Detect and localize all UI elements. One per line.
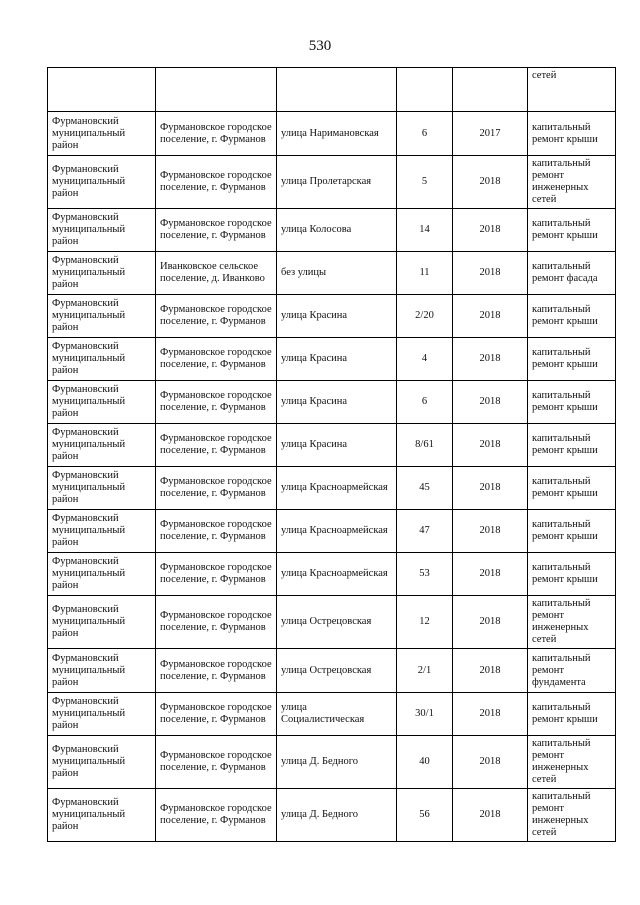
settlement-cell: Фурмановское городское поселение, г. Фурманов [156, 381, 277, 424]
street-cell: улица Красноармейская [277, 510, 397, 553]
year-cell: 2018 [453, 295, 528, 338]
year-cell: 2017 [453, 112, 528, 156]
table-row [48, 209, 616, 252]
year-cell: 2018 [453, 156, 528, 209]
house-cell [397, 68, 453, 112]
settlement-cell: Фурмановское городское поселение, г. Фурманов [156, 209, 277, 252]
street-cell: улица Острецовская [277, 596, 397, 649]
year-cell: 2018 [453, 338, 528, 381]
house-cell: 4 [397, 338, 453, 381]
table-row [48, 596, 616, 649]
district-cell: Фурмановский муниципальный район [48, 510, 156, 553]
work-type-cell: капитальный ремонт крыши [528, 510, 616, 553]
district-cell: Фурмановский муниципальный район [48, 736, 156, 789]
table-row [48, 381, 616, 424]
settlement-cell [156, 68, 277, 112]
district-cell: Фурмановский муниципальный район [48, 295, 156, 338]
work-type-cell: капитальный ремонт крыши [528, 424, 616, 467]
table-row [48, 467, 616, 510]
settlement-cell: Фурмановское городское поселение, г. Фурманов [156, 510, 277, 553]
table-row [48, 424, 616, 467]
house-cell: 11 [397, 252, 453, 295]
page-number: 530 [308, 38, 332, 54]
work-type-cell: капитальный ремонт крыши [528, 338, 616, 381]
year-cell: 2018 [453, 789, 528, 842]
work-type-cell: капитальный ремонт инженерных сетей [528, 596, 616, 649]
settlement-cell: Фурмановское городское поселение, г. Фурманов [156, 553, 277, 596]
year-cell: 2018 [453, 209, 528, 252]
street-cell: улица Красина [277, 338, 397, 381]
settlement-cell: Фурмановское городское поселение, г. Фурманов [156, 156, 277, 209]
year-cell: 2018 [453, 649, 528, 693]
house-cell: 56 [397, 789, 453, 842]
year-cell: 2018 [453, 736, 528, 789]
house-cell: 40 [397, 736, 453, 789]
house-cell: 47 [397, 510, 453, 553]
district-cell: Фурмановский муниципальный район [48, 553, 156, 596]
settlement-cell: Фурмановское городское поселение, г. Фурманов [156, 467, 277, 510]
year-cell: 2018 [453, 510, 528, 553]
table-row [48, 338, 616, 381]
settlement-cell: Фурмановское городское поселение, г. Фурманов [156, 693, 277, 736]
work-type-cell: капитальный ремонт крыши [528, 693, 616, 736]
year-cell: 2018 [453, 252, 528, 295]
settlement-cell: Фурмановское городское поселение, г. Фурманов [156, 789, 277, 842]
district-cell: Фурмановский муниципальный район [48, 112, 156, 156]
settlement-cell: Фурмановское городское поселение, г. Фурманов [156, 338, 277, 381]
district-cell: Фурмановский муниципальный район [48, 596, 156, 649]
house-cell: 6 [397, 112, 453, 156]
district-cell: Фурмановский муниципальный район [48, 209, 156, 252]
table-row [48, 789, 616, 842]
district-cell: Фурмановский муниципальный район [48, 467, 156, 510]
work-type-cell: капитальный ремонт крыши [528, 467, 616, 510]
district-cell: Фурмановский муниципальный район [48, 156, 156, 209]
house-cell: 5 [397, 156, 453, 209]
street-cell: улица Острецовская [277, 649, 397, 693]
work-type-cell: капитальный ремонт крыши [528, 295, 616, 338]
district-cell: Фурмановский муниципальный район [48, 693, 156, 736]
house-cell: 2/20 [397, 295, 453, 338]
year-cell: 2018 [453, 467, 528, 510]
street-cell: улица Красина [277, 424, 397, 467]
settlement-cell: Фурмановское городское поселение, г. Фурманов [156, 112, 277, 156]
settlement-cell: Фурмановское городское поселение, г. Фурманов [156, 649, 277, 693]
street-cell: без улицы [277, 252, 397, 295]
work-type-cell: капитальный ремонт крыши [528, 112, 616, 156]
table-row [48, 252, 616, 295]
work-type-cell: капитальный ремонт крыши [528, 553, 616, 596]
table-row [48, 693, 616, 736]
street-cell: улица Д. Бедного [277, 789, 397, 842]
house-cell: 6 [397, 381, 453, 424]
work-type-cell: капитальный ремонт инженерных сетей [528, 156, 616, 209]
street-cell: улица Красноармейская [277, 553, 397, 596]
work-type-cell: капитальный ремонт крыши [528, 209, 616, 252]
district-cell [48, 68, 156, 112]
settlement-cell: Фурмановское городское поселение, г. Фурманов [156, 596, 277, 649]
table-row-continuation [48, 68, 616, 112]
table-row [48, 736, 616, 789]
work-type-cell: сетей [528, 68, 616, 112]
work-type-cell: капитальный ремонт фасада [528, 252, 616, 295]
district-cell: Фурмановский муниципальный район [48, 649, 156, 693]
house-cell: 30/1 [397, 693, 453, 736]
table-row [48, 553, 616, 596]
street-cell: улица Красина [277, 381, 397, 424]
year-cell: 2018 [453, 424, 528, 467]
district-cell: Фурмановский муниципальный район [48, 381, 156, 424]
repair-schedule-table [47, 67, 616, 842]
house-cell: 53 [397, 553, 453, 596]
street-cell: улица Колосова [277, 209, 397, 252]
house-cell: 2/1 [397, 649, 453, 693]
year-cell: 2018 [453, 596, 528, 649]
street-cell: улица Наримановская [277, 112, 397, 156]
table-row [48, 112, 616, 156]
year-cell [453, 68, 528, 112]
district-cell: Фурмановский муниципальный район [48, 789, 156, 842]
street-cell: улица Д. Бедного [277, 736, 397, 789]
district-cell: Фурмановский муниципальный район [48, 252, 156, 295]
work-type-cell: капитальный ремонт фундамента [528, 649, 616, 693]
work-type-cell: капитальный ремонт инженерных сетей [528, 789, 616, 842]
work-type-cell: капитальный ремонт инженерных сетей [528, 736, 616, 789]
settlement-cell: Фурмановское городское поселение, г. Фурманов [156, 736, 277, 789]
street-cell [277, 68, 397, 112]
table-body [48, 68, 616, 842]
street-cell: улица Красина [277, 295, 397, 338]
house-cell: 8/61 [397, 424, 453, 467]
work-type-cell: капитальный ремонт крыши [528, 381, 616, 424]
district-cell: Фурмановский муниципальный район [48, 424, 156, 467]
settlement-cell: Фурмановское городское поселение, г. Фурманов [156, 424, 277, 467]
table-row [48, 510, 616, 553]
district-cell: Фурмановский муниципальный район [48, 338, 156, 381]
table-row [48, 156, 616, 209]
settlement-cell: Иванковское сельское поселение, д. Иванково [156, 252, 277, 295]
settlement-cell: Фурмановское городское поселение, г. Фурманов [156, 295, 277, 338]
house-cell: 45 [397, 467, 453, 510]
table-row [48, 649, 616, 693]
table-row [48, 295, 616, 338]
street-cell: улица Красноармейская [277, 467, 397, 510]
year-cell: 2018 [453, 381, 528, 424]
street-cell: улица Пролетарская [277, 156, 397, 209]
street-cell: улица Социалистическая [277, 693, 397, 736]
house-cell: 12 [397, 596, 453, 649]
house-cell: 14 [397, 209, 453, 252]
year-cell: 2018 [453, 553, 528, 596]
year-cell: 2018 [453, 693, 528, 736]
